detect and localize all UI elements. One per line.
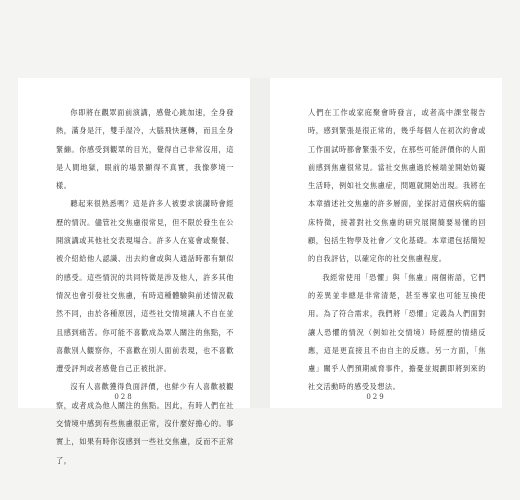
right-page <box>270 78 502 408</box>
paragraph: 沒有人喜歡獲得負面評價，也鮮少有人喜歡被觀察，或者成為他人關注的焦點。因此，有時人們在社交情境中感到有些焦慮很正常，沒什麼好擔心的。事實上，如果有時你沒感到一些社交焦慮，反而不正常了， <box>56 382 234 465</box>
paragraph: 人們在工作或家庭聚會時發言，或者高中課堂報告時，感到緊張是很正常的，幾乎每個人在初次約會或工作面試時都會緊張不安，在那些可能評價你的人面前感到焦慮很常見。當社交焦慮過於極端並開始妨礙生活時，例如社交焦慮症，問題就開始出現。我將在本章描述社交焦慮的許多層面，並探討這個疾病的臨床特徵，接著對社交焦慮的研究展開簡要易懂的回顧，包括生物學及社會／文化基礎。本章還包括簡短的自我評估，以確定你的社交焦慮程度。 <box>308 108 486 264</box>
page-number: 029 <box>366 393 386 401</box>
paragraph: 我經常使用「恐懼」與「焦慮」兩個術語，它們的差異並非總是非常清楚，甚至專家也可能互換使用。為了符合需求，我們將「恐懼」定義為人們面對讓人恐懼的情況（例如社交情境）時經歷的情緒反應，這是更直接且不由自主的反應。另一方面，「焦慮」關乎人們預期威脅事件，擔憂並規劃即將到來的社交活動時的感受及想法。 <box>308 272 486 392</box>
paragraph: 你即將在觀眾面前演講，感覺心跳加速，全身發熱，滿身是汗，雙手湿冷，大腦飛快運轉，而且全身緊繃。你感受到觀眾的目光，覺得自己非常沒用，這是人間地獄，眼前的場景顯得不真實，我像夢境一樣。 <box>56 108 234 191</box>
paragraph: 聽起來很熟悉嗎？這是許多人被要求演講時會經歷的情況。儘管社交焦慮很常見，但不限於發生在公開演講或其他社交表現場合。許多人在宴會或聚餐、被介紹給他人認識、出去約會或與人通話時都有類似的感受。這些情況的共同特徵是涉及他人，許多其他情況也會引發社交焦慮，有時這種體驗與前述情況截然不同，由於各種原因，這些社交情境讓人不自在並且感到痛苦。你可能不喜歡成為眾人關注的焦點，不喜歡別人觀察你，不喜歡在別人面前表現，也不喜歡遭受評判或者感覺自己正被批評。 <box>56 199 234 374</box>
right-page-body <box>308 104 486 397</box>
left-page <box>18 78 250 465</box>
left-page-body <box>56 104 234 470</box>
page-number: 028 <box>114 393 134 401</box>
book-gutter <box>250 78 270 408</box>
